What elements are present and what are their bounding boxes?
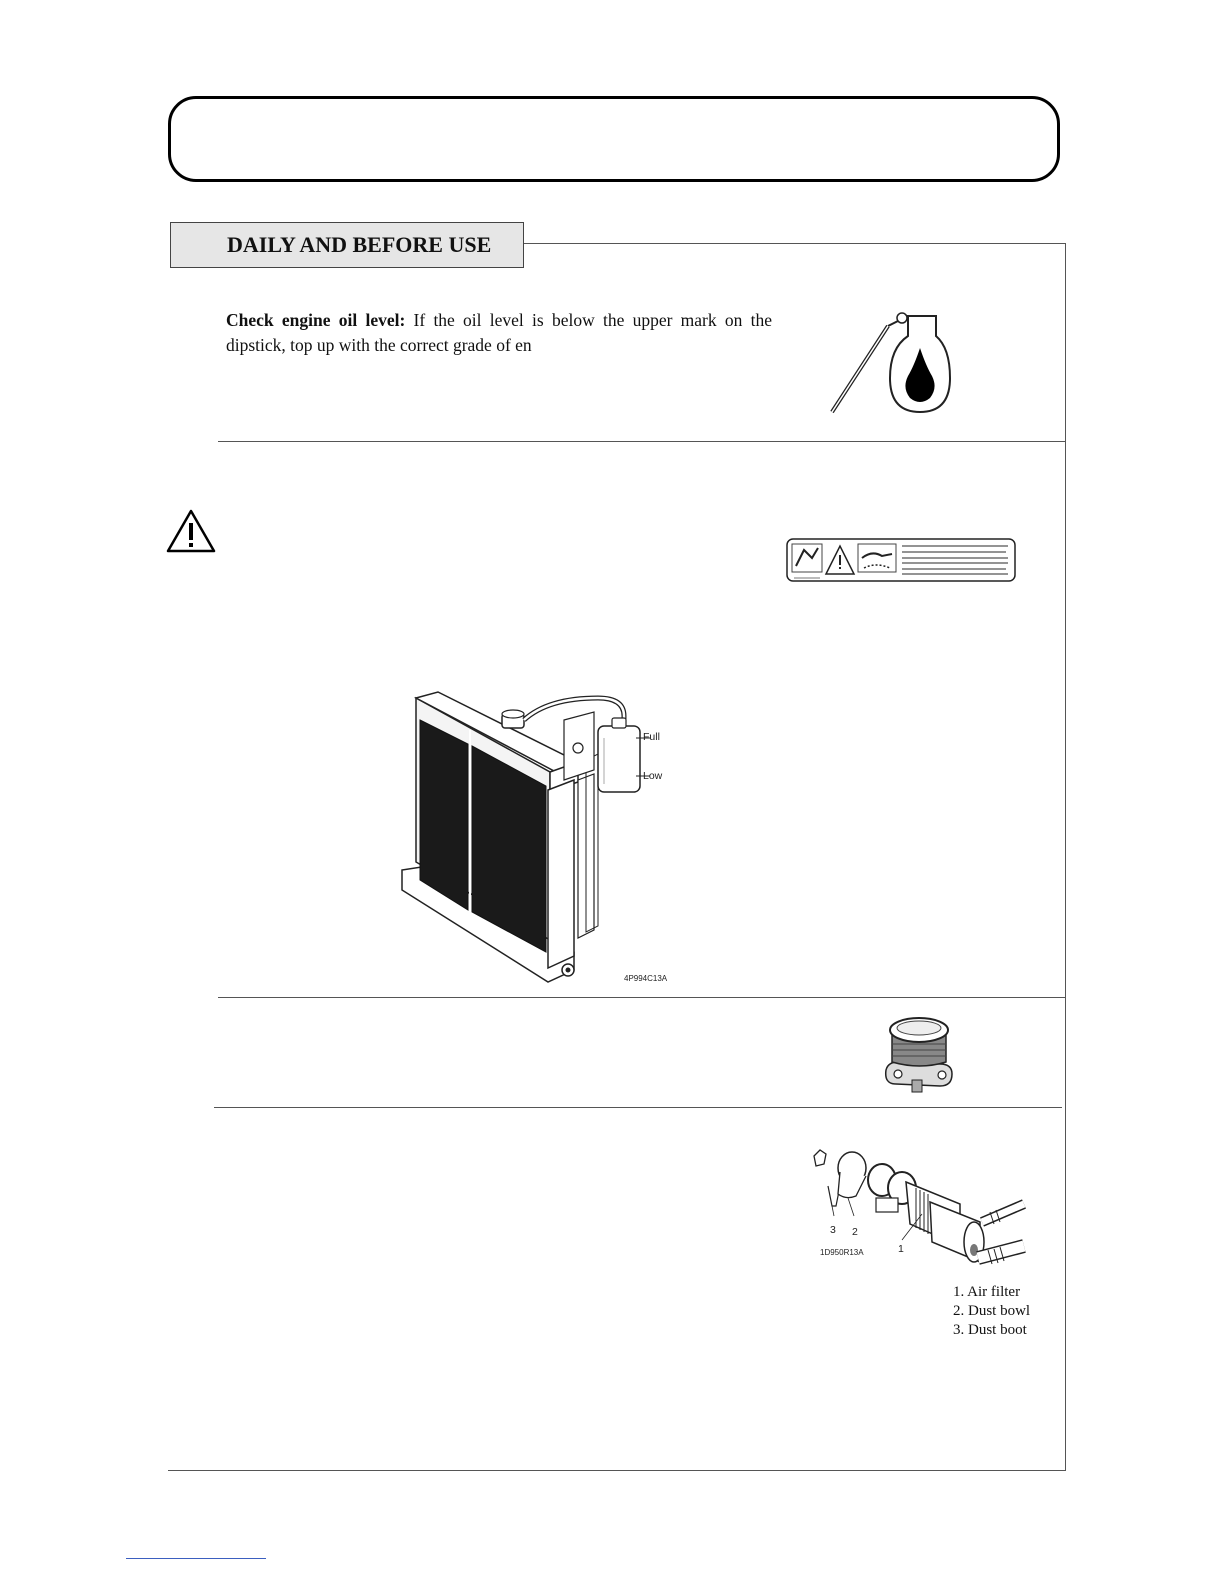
warning-triangle-icon (166, 509, 216, 553)
divider-2 (218, 997, 1066, 998)
coolant-full-label: Full (643, 731, 660, 743)
legend-item: 3. Dust boot (953, 1322, 1027, 1338)
legend-item: 2. Dust bowl (953, 1303, 1031, 1319)
section-right-rule (1065, 243, 1066, 1471)
oil-check-text: If the oil level is below the upper mark on the dipstick, top up with the correct grade of en (226, 310, 772, 355)
safety-decal-icon (786, 538, 1016, 582)
section-bottom-rule (168, 1470, 1066, 1471)
legend-item: 1. Air filter (953, 1284, 1021, 1300)
section-tab-title: DAILY AND BEFORE USE (170, 222, 524, 268)
restriction-indicator-icon (880, 1014, 960, 1096)
coolant-figure-code: 4P994C13A (624, 974, 668, 983)
divider-1 (218, 441, 1066, 442)
oil-check-paragraph (226, 308, 772, 358)
dipstick-icon (822, 308, 962, 420)
section-top-rule (524, 243, 1066, 244)
chapter-title-box (168, 96, 1060, 182)
air-filter-legend (953, 1283, 1030, 1340)
divider-3 (214, 1107, 1062, 1108)
callout-1: 1 (898, 1243, 904, 1255)
callout-3: 3 (830, 1224, 836, 1236)
callout-2: 2 (852, 1226, 858, 1238)
coolant-low-label: Low (643, 770, 663, 782)
oil-drop-icon (890, 316, 950, 412)
footer-link-underline[interactable] (126, 1558, 266, 1559)
oil-check-heading: Check engine oil level: (226, 310, 406, 330)
air-filter-figure-code: 1D950R13A (820, 1248, 864, 1257)
